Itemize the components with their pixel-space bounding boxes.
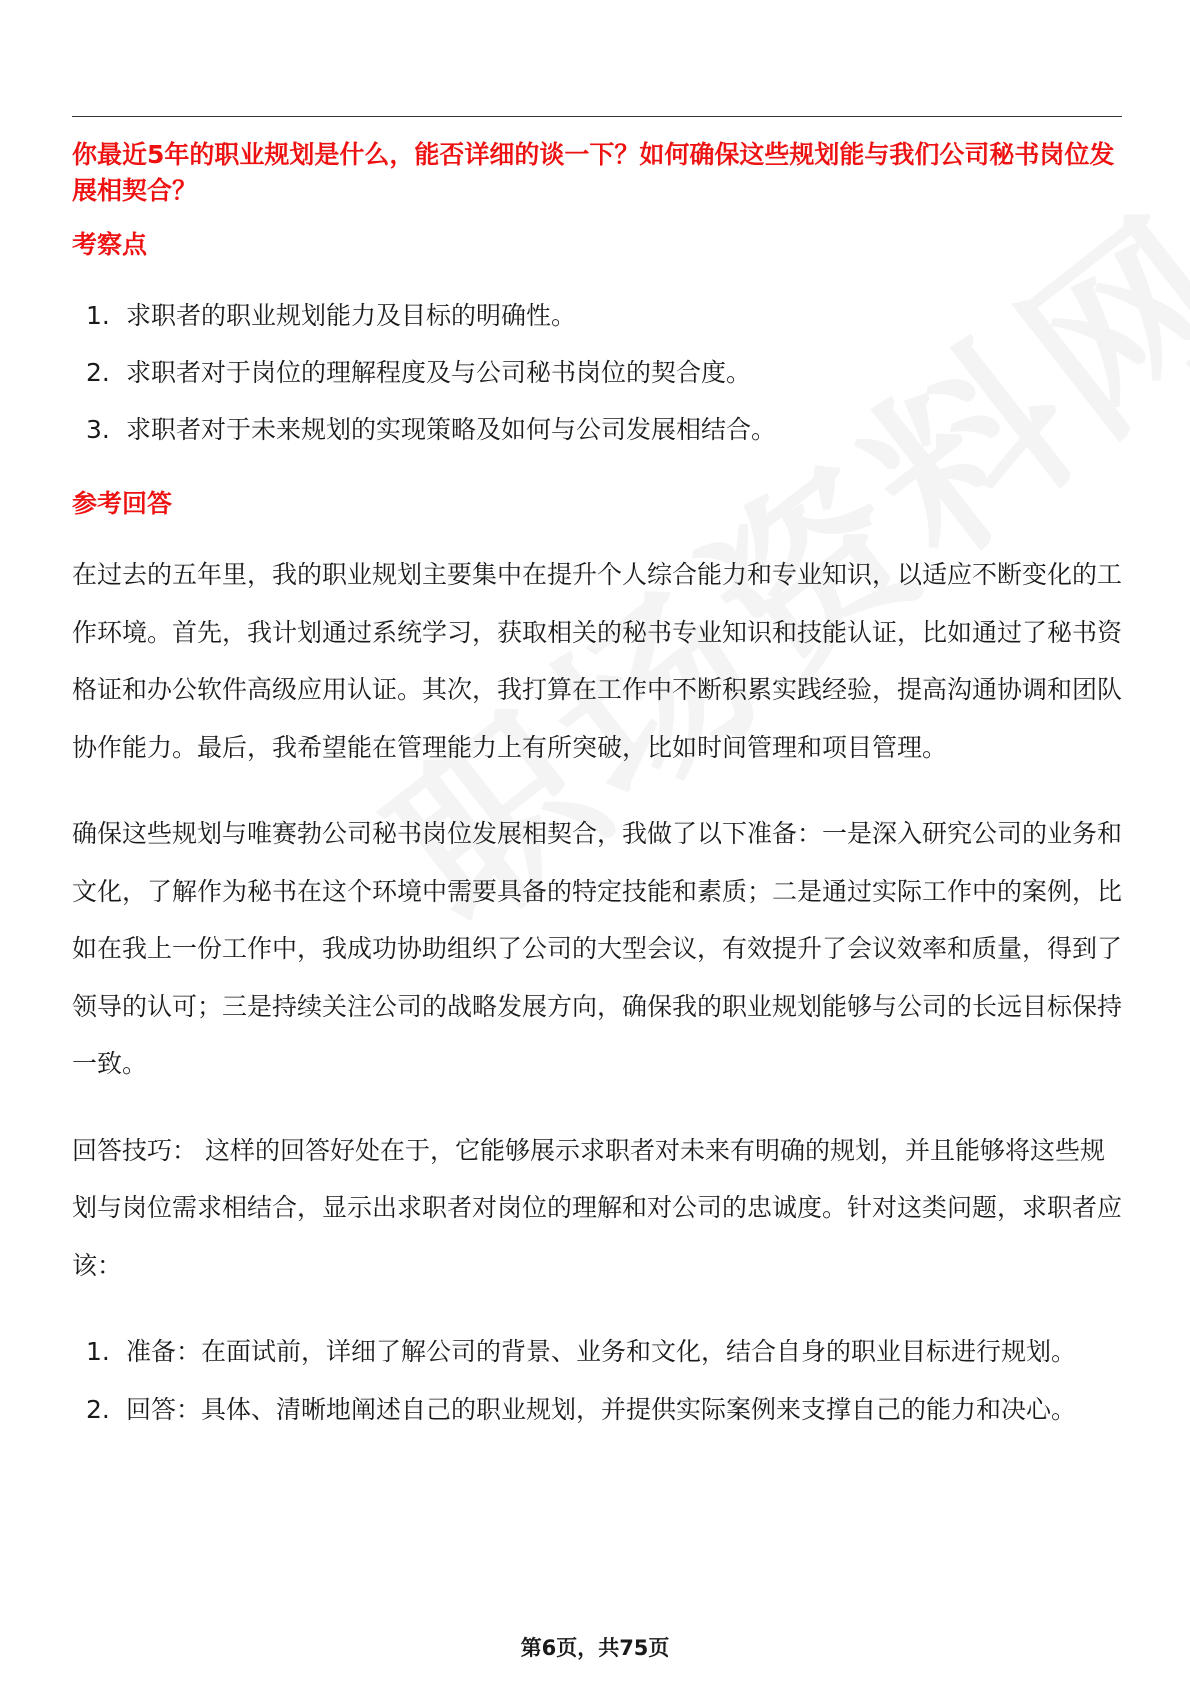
examine-item-text: 求职者对于未来规划的实现策略及如何与公司发展相结合。 [126,415,777,444]
tip-item-text: 准备：在面试前，详细了解公司的背景、业务和文化，结合自身的职业目标进行规划。 [126,1337,1077,1366]
page-number-footer: 第6页，共75页 [520,1636,670,1660]
examine-item [72,401,1122,458]
list-number: 3. [86,415,110,444]
question-title: 你最近5年的职业规划是什么，能否详细的谈一下？如何确保这些规划能与我们公司秘书岗位发展相契合？ [72,140,1115,205]
tip-item [72,1323,1122,1381]
page-content [72,116,1122,1438]
list-number: 1. [86,1337,110,1366]
examine-item-text: 求职者的职业规划能力及目标的明确性。 [126,301,577,330]
answer-tips-paragraph: 回答技巧： 这样的回答好处在于，它能够展示求职者对未来有明确的规划，并且能够将这些规划与岗位需求相结合，显示出求职者对岗位的理解和对公司的忠诚度。针对这类问题，求职者应该： [72,1135,1123,1280]
examine-item [72,287,1122,344]
list-number: 2. [86,358,110,387]
examine-list [72,287,1122,458]
answer-paragraph: 确保这些规划与唯赛勃公司秘书岗位发展相契合，我做了以下准备：一是深入研究公司的业务和文化，了解作为秘书在这个环境中需要具备的特定技能和素质；二是通过实际工作中的案例，比如在我上一份工作中，我成功协助组织了公司的大型会议，有效提升了会议效率和质量，得到了领导的认可；三是持续关注公司的战略发展方向，确保我的职业规划能够与公司的长远目标保持一致。 [72,819,1123,1078]
tips-list [72,1323,1122,1438]
tip-item [72,1381,1122,1439]
answer-heading: 参考回答 [72,489,173,518]
list-number: 1. [86,301,110,330]
answer-paragraph: 在过去的五年里，我的职业规划主要集中在提升个人综合能力和专业知识，以适应不断变化的工作环境。首先，我计划通过系统学习，获取相关的秘书专业知识和技能认证，比如通过了秘书资格证和办公软件高级应用认证。其次，我打算在工作中不断积累实践经验，提高沟通协调和团队协作能力。最后，我希望能在管理能力上有所突破，比如时间管理和项目管理。 [72,560,1123,762]
examine-item [72,344,1122,401]
list-number: 2. [86,1394,110,1424]
examine-item-text: 求职者对于岗位的理解程度及与公司秘书岗位的契合度。 [126,358,752,387]
tip-item-text: 回答：具体、清晰地阐述自己的职业规划，并提供实际案例来支撑自己的能力和决心。 [126,1394,1077,1424]
examine-heading: 考察点 [72,230,148,259]
top-divider [72,116,1122,117]
